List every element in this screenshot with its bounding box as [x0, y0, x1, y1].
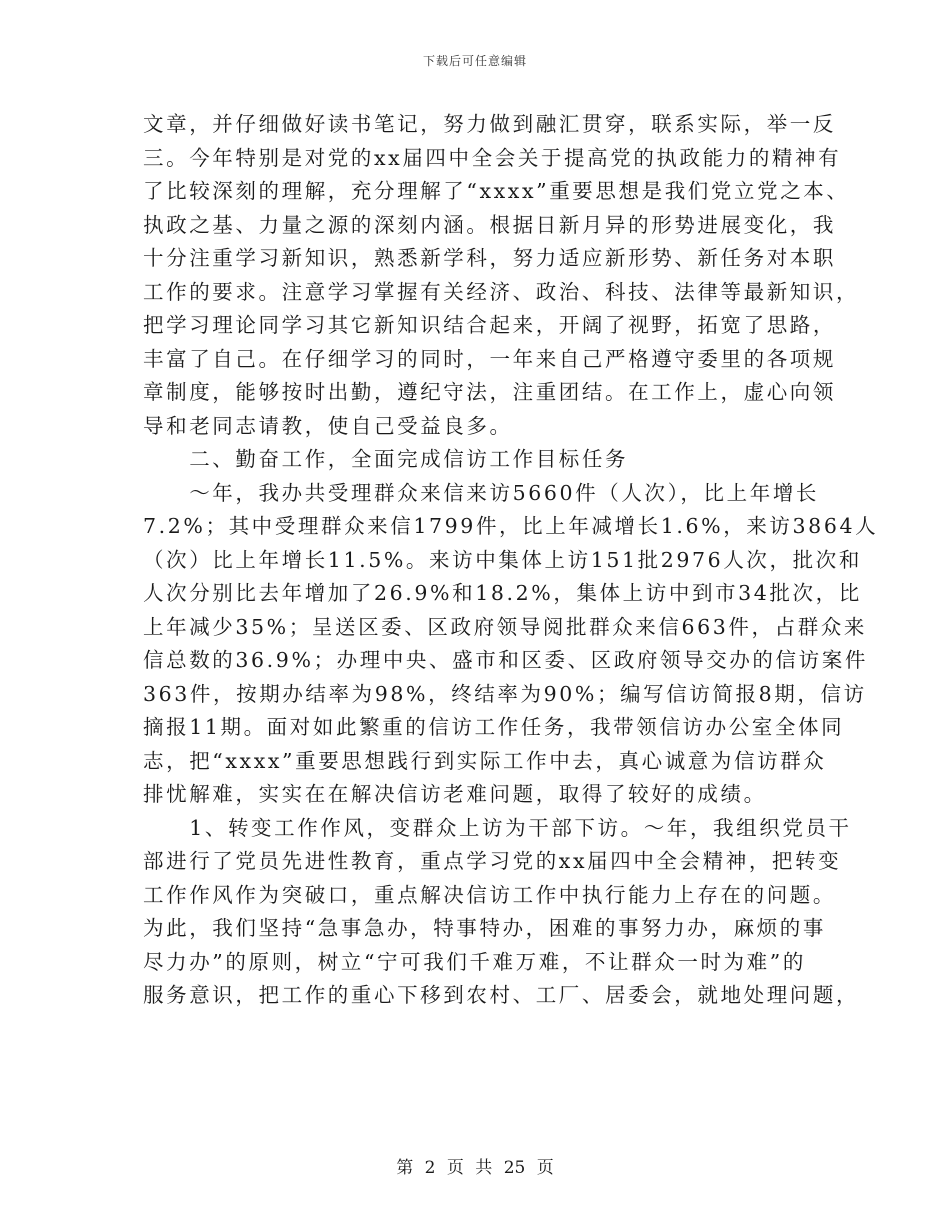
text-line: 丰富了自己。在仔细学习的同时，一年来自己严格遵守委里的各项规 — [143, 346, 836, 371]
text-line: 三。今年特别是对党的xx届四中全会关于提高党的执政能力的精神有 — [143, 145, 842, 170]
page-number-footer: 第 2 页 共 25 页 — [396, 1158, 554, 1178]
document-body — [143, 108, 879, 1013]
text-line: 工作作风作为突破口，重点解决信访工作中执行能力上存在的问题。 — [143, 882, 836, 907]
text-line: 尽力办”的原则，树立“宁可我们千难万难，不让群众一时为难”的 — [143, 949, 806, 974]
text-line: （次）比上年增长11.5%。来访中集体上访151批2976人次，批次和 — [143, 547, 862, 572]
text-line: 1、转变工作作风，变群众上访为干部下访。～年，我组织党员干 — [143, 815, 852, 840]
text-line: 部进行了党员先进性教育，重点学习党的xx届四中全会精神，把转变 — [143, 849, 842, 873]
text-line: 二、勤奋工作，全面完成信访工作目标任务 — [143, 447, 629, 471]
text-line: 服务意识，把工作的重心下移到农村、工厂、居委会，就地处理问题， — [143, 983, 860, 1007]
text-line: 导和老同志请教，使自己受益良多。 — [143, 413, 513, 438]
section-heading — [143, 443, 815, 477]
text-line: 了比较深刻的理解，充分理解了“xxxx”重要思想是我们党立党之本、 — [143, 179, 850, 203]
text-line: ～年，我办共受理群众来信来访5660件（人次），比上年增长 — [143, 480, 820, 505]
text-line: 工作的要求。注意学习掌握有关经济、政治、科技、法律等最新知识， — [143, 279, 860, 304]
text-line: 363件，按期办结率为98%，终结率为90%；编写信访简报8期，信访 — [143, 681, 867, 706]
text-line: 7.2%；其中受理群众来信1799件，比上年减增长1.6%，来访3864人 — [143, 514, 879, 538]
text-line: 上年减少35%；呈送区委、区政府领导阅批群众来信663件，占群众来 — [143, 614, 867, 639]
text-line: 为此，我们坚持“急事急办，特事特办，困难的事努力办，麻烦的事 — [143, 916, 826, 940]
text-line: 执政之基、力量之源的深刻内涵。根据日新月异的形势进展变化，我 — [143, 212, 836, 237]
paragraph-work-style — [143, 812, 860, 1013]
text-line: 摘报11期。面对如此繁重的信访工作任务，我带领信访办公室全体同 — [143, 715, 845, 739]
text-line: 人次分别比去年增加了26.9%和18.2%，集体上访中到市34批次，比 — [143, 581, 862, 605]
text-line: 排忧解难，实实在在解决信访老难问题，取得了较好的成绩。 — [143, 782, 767, 806]
text-line: 文章，并仔细做好读书笔记，努力做到融汇贯穿，联系实际，举一反 — [143, 112, 836, 136]
paragraph-study — [143, 108, 860, 443]
page-header: 下载后可任意编辑 — [422, 54, 527, 68]
paragraph-statistics — [143, 477, 879, 812]
text-line: 十分注重学习新知识，熟悉新学科，努力适应新形势、新任务对本职 — [143, 246, 836, 270]
text-line: 志，把“xxxx”重要思想践行到实际工作中去，真心诚意为信访群众 — [143, 748, 827, 773]
text-line: 章制度，能够按时出勤，遵纪守法，注重团结。在工作上，虚心向领 — [143, 380, 836, 404]
text-line: 信总数的36.9%；办理中央、盛市和区委、区政府领导交办的信访案件 — [143, 648, 868, 672]
text-line: 把学习理论同学习其它新知识结合起来，开阔了视野，拓宽了思路， — [143, 313, 836, 337]
